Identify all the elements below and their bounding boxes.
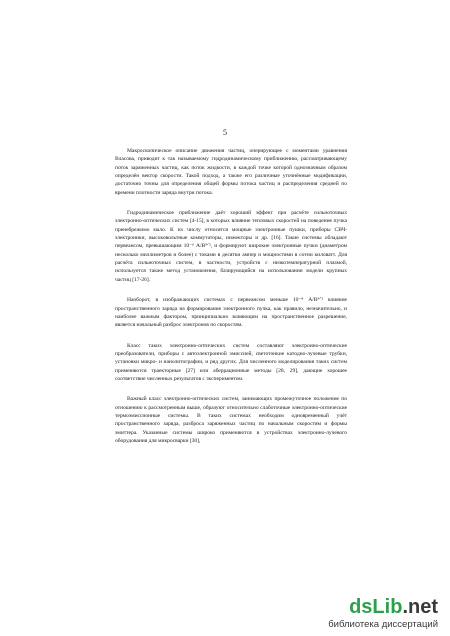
- paragraph: Наоборот, в изображающих системах с первеансом меньше 10⁻⁸ А/В³ᐟ² влияние пространственного заряда на формирование электронного пучка, как правило, незначительно, и наиболее важным фактором, принципиально влияющим на пространственное разрешение, является начальный разброс электронов по скоростям.: [115, 297, 347, 329]
- site-watermark[interactable]: [328, 597, 438, 630]
- paragraph: Гидродинамическое приближение даёт хороший эффект при расчёте сильноточных электронно-оптических систем [4-15], в которых влияние тепловых скоростей на поведение пучка пренебрежимо мало. К их числу относятся мощные электронные пушки, приборы СВЧ-электроники, высоковольтные коммутаторы, инжекторы и др. [16]. Такие системы обладают первеансом, превышающим 10⁻⁶ А/В³ᐟ², и формируют широкие электронные пучки (диаметром несколько миллиметров и более) с токами в десятки ампер и мощностями в сотни киловатт. Для расчёта сильноточных систем, в частности, устройств с низкотемпературной плазмой, используется также метод установления, базирующийся на использовании модели крупных частиц [17-26].: [115, 210, 347, 283]
- page-number: 5: [223, 128, 227, 137]
- paragraph: Макроскопическое описание движения частиц, оперирующее с моментами уравнения Власова, приводит к так называемому гидродинамическому приближению, рассматривающему поток заряженных частиц, как поток жидкости, в каждой точке которой однозначным образом определён вектор скорости. Такой подход, а также его различные уточнённые модификации, достаточно точны для определения общей формы потока частиц и распределения средней по времени плотности заряда внутри потока.: [115, 148, 347, 196]
- site-logo[interactable]: [328, 597, 438, 617]
- paragraph: Класс таких электронно-оптических систем составляют электронно-оптические преобразователи, приборы с автоэлектронной эмиссией, светотонкие катодно-лучевые трубки, установки микро- и нанолитографии, и ряд других. Для численного моделирования таких систем применяются траекторные [27] или аберрационные методы [28, 29], дающие хорошее соответствие численных результатов с экспериментом.: [115, 342, 347, 382]
- paragraph: Важный класс электронно-оптических систем, занимающих промежуточное положение по отношению к рассмотренным выше, образуют относительно слаботочные электронно-оптические термоэмиссионные системы. В таких системах необходим одновременный учёт пространственного заряда, разброса заряженных частиц по начальным скоростям и формы эмиттера. Указанные системы широко применяются в устройствах электронно-лучевого оборудования для микросварки [30],: [115, 396, 347, 444]
- logo-main-text: dsLib: [349, 596, 403, 618]
- site-tagline: библиотека диссертаций: [328, 619, 438, 630]
- logo-domain-suffix: .net: [402, 596, 438, 618]
- document-body: [115, 147, 347, 445]
